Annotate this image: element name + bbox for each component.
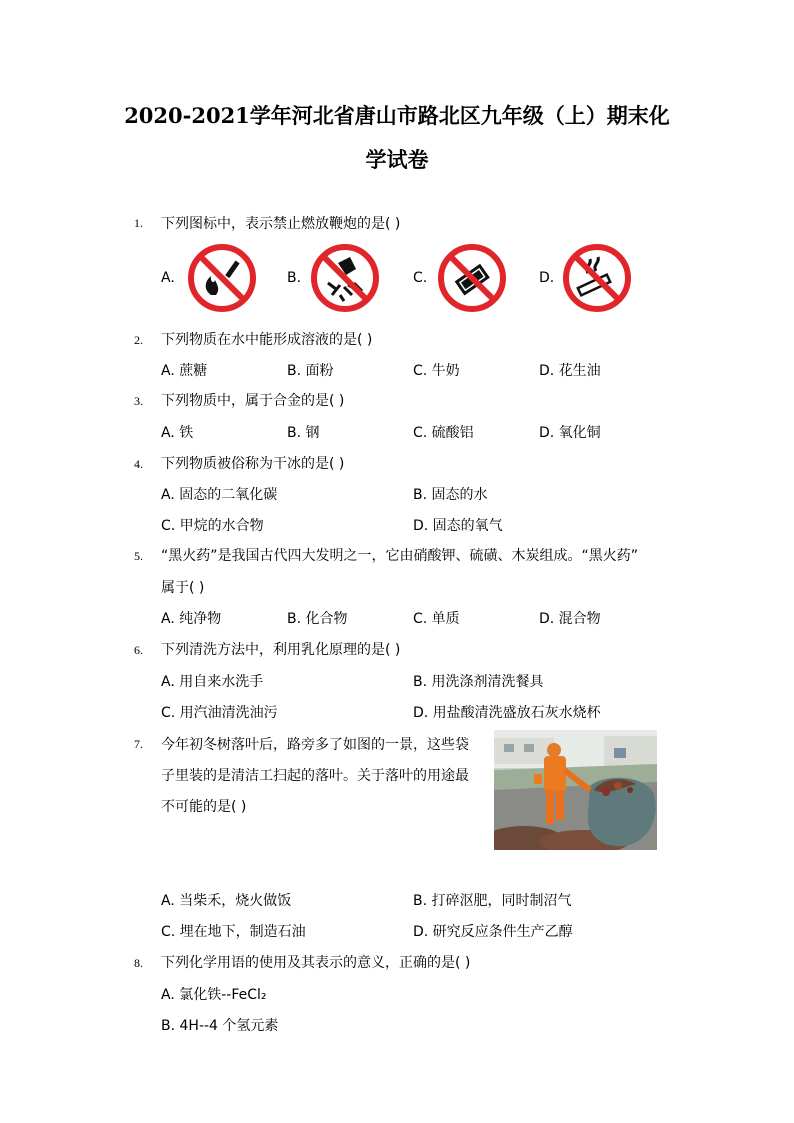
option-c: C. 牛奶 bbox=[413, 363, 460, 379]
option-c: C. 单质 bbox=[413, 611, 460, 627]
option-c: C. 用汽油清洗油污 bbox=[161, 705, 278, 721]
question-text: 今年初冬树落叶后，路旁多了如图的一景，这些袋 bbox=[161, 737, 469, 753]
question-text: 下列物质在水中能形成溶液的是( ) bbox=[161, 332, 373, 348]
option-b: B. 面粉 bbox=[287, 363, 334, 379]
option-a: A. 氯化铁--FeCl₂ bbox=[161, 987, 267, 1003]
option-b: B. 用洗涤剂清洗餐具 bbox=[413, 674, 544, 690]
question-number: 6. bbox=[134, 643, 143, 657]
question-number: 2. bbox=[134, 333, 143, 347]
option-d: D. 固态的氧气 bbox=[413, 518, 503, 534]
option-d: D. 用盐酸清洗盛放石灰水烧杯 bbox=[413, 705, 601, 721]
option-a: A. 铁 bbox=[161, 425, 194, 441]
option-b: B. 固态的水 bbox=[413, 487, 488, 503]
question-text: “黑火药”是我国古代四大发明之一，它由硝酸钾、硫磺、木炭组成。“黑火药” bbox=[161, 548, 639, 564]
leaf-sweeper-photo bbox=[494, 730, 657, 850]
option-a: A. 固态的二氧化碳 bbox=[161, 487, 278, 503]
title-line-1: 2020-2021学年河北省唐山市路北区九年级（上）期末化 bbox=[124, 103, 670, 128]
option-d: D. 研究反应条件生产乙醇 bbox=[413, 924, 573, 940]
question-number: 4. bbox=[134, 457, 143, 471]
question-number: 8. bbox=[134, 956, 143, 970]
option-d-label: D. bbox=[539, 270, 555, 286]
no-matches-sign-icon bbox=[437, 243, 507, 313]
option-a: A. 用自来水洗手 bbox=[161, 674, 264, 690]
option-c-label: C. bbox=[413, 270, 428, 286]
title-line-2: 学试卷 bbox=[365, 147, 429, 172]
question-number: 1. bbox=[134, 216, 143, 230]
option-b: B. 打碎沤肥，同时制沼气 bbox=[413, 893, 572, 909]
option-c: C. 埋在地下，制造石油 bbox=[161, 924, 306, 940]
option-a: A. 蔗糖 bbox=[161, 363, 208, 379]
no-firecrackers-sign-icon bbox=[310, 243, 380, 313]
option-b: B. 化合物 bbox=[287, 611, 348, 627]
option-a-label: A. bbox=[161, 270, 175, 286]
question-text-continued: 属于( ) bbox=[161, 580, 205, 596]
question-text-continued: 子里装的是清洁工扫起的落叶。关于落叶的用途最 bbox=[161, 768, 469, 784]
question-text: 下列物质中，属于合金的是( ) bbox=[161, 393, 345, 409]
option-d: D. 花生油 bbox=[539, 363, 601, 379]
question-text: 下列清洗方法中，利用乳化原理的是( ) bbox=[161, 642, 401, 658]
option-d: D. 混合物 bbox=[539, 611, 601, 627]
question-number: 5. bbox=[134, 549, 143, 563]
no-fire-sign-icon bbox=[187, 243, 257, 313]
option-a: A. 当柴禾，烧火做饭 bbox=[161, 893, 292, 909]
option-a: A. 纯净物 bbox=[161, 611, 222, 627]
option-b: B. 钢 bbox=[287, 425, 320, 441]
option-b-label: B. bbox=[287, 270, 302, 286]
question-text: 下列物质被俗称为干冰的是( ) bbox=[161, 456, 345, 472]
question-text-continued: 不可能的是( ) bbox=[161, 799, 247, 815]
question-text: 下列化学用语的使用及其表示的意义，正确的是( ) bbox=[161, 955, 471, 971]
no-smoking-sign-icon bbox=[562, 243, 632, 313]
question-text: 下列图标中，表示禁止燃放鞭炮的是( ) bbox=[161, 216, 401, 232]
option-b: B. 4H--4 个氢元素 bbox=[161, 1018, 279, 1034]
option-c: C. 硫酸铝 bbox=[413, 425, 474, 441]
option-c: C. 甲烷的水合物 bbox=[161, 518, 264, 534]
option-d: D. 氧化铜 bbox=[539, 425, 601, 441]
question-number: 7. bbox=[134, 737, 143, 751]
question-number: 3. bbox=[134, 394, 143, 408]
